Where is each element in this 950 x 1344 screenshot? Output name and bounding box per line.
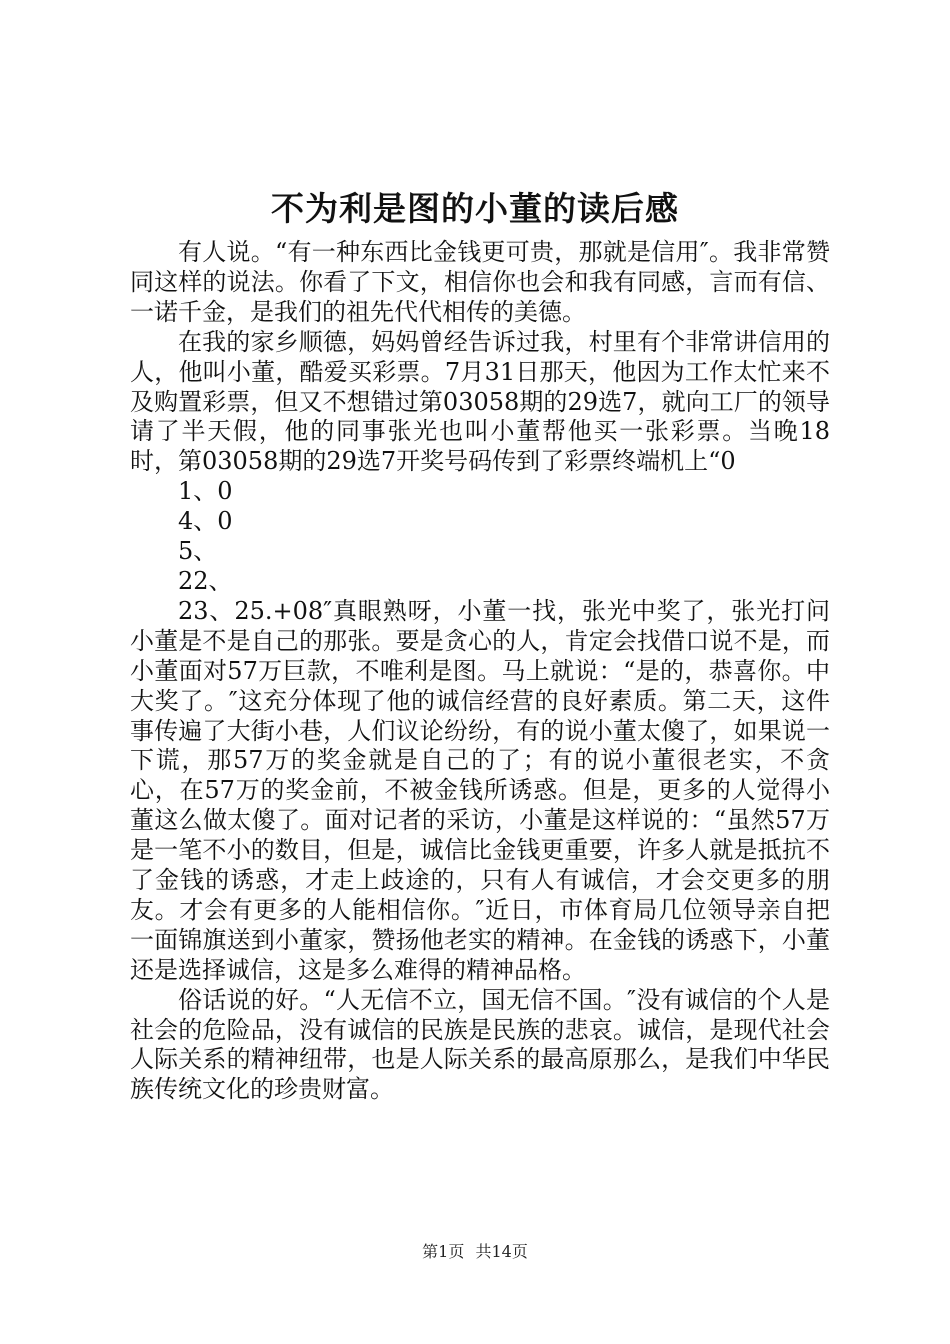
paragraph: 4、0: [178, 507, 233, 536]
paragraph: 1、0: [178, 477, 233, 506]
paragraph: 23、25.+08″真眼熟呀，小董一找，张光中奖了，张光打问小董是不是自己的那张。要是贪心的人，肯定会找借口说不是，而小董面对57万巨款，不唯利是图。马上就说：“是的，恭喜你。中大奖了。″这充分体现了他的诚信经营的良好素质。第二天，这件事传遍了大街小巷，人们议论纷纷，有的说小董太傻了，如果说一下谎，那57万的奖金就是自己的了；有的说小董很老实，不贪心，在57万的奖金前，不被金钱所诱惑。但是，更多的人觉得小董这么做太傻了。面对记者的采访，小董是这样说的：“虽然57万是一笔不小的数目，但是，诚信比金钱更重要，许多人就是抵抗不了金钱的诱惑，才走上歧途的，只有人有诚信，才会交更多的朋友。才会有更多的人能相信你。″近日，市体育局几位领导亲自把一面锦旗送到小董家，赞扬他老实的精神。在金钱的诱惑下，小董还是选择诚信，这是多么难得的精神品格。: [130, 596, 830, 984]
document-title: 不为利是图的小董的读后感: [271, 189, 679, 228]
page-footer: [0, 1240, 950, 1264]
paragraph: 在我的家乡顺德，妈妈曾经告诉过我，村里有个非常讲信用的人，他叫小董，酷爱买彩票。7月31日那天，他因为工作太忙来不及购置彩票，但又不想错过第03058期的29选7，就向工厂的领导请了半天假，他的同事张光也叫小董帮他买一张彩票。当晚18时，第03058期的29选7开奖号码传到了彩票终端机上“0: [130, 327, 830, 476]
paragraph: 22、: [178, 566, 233, 595]
paragraph: 5、: [178, 537, 218, 566]
document-body: [130, 238, 830, 1105]
page-number: 第1页: [422, 1242, 465, 1261]
page-total: 共14页: [475, 1242, 528, 1261]
paragraph: 有人说。“有一种东西比金钱更可贵，那就是信用″。我非常赞同这样的说法。你看了下文，相信你也会和我有同感，言而有信、一诺千金，是我们的祖先代代相传的美德。: [130, 238, 830, 326]
paragraph: 俗话说的好。“人无信不立，国无信不国。″没有诚信的个人是社会的危险品，没有诚信的民族是民族的悲哀。诚信，是现代社会人际关系的精神纽带，也是人际关系的最高原那么，是我们中华民族传统文化的珍贵财富。: [130, 985, 830, 1104]
